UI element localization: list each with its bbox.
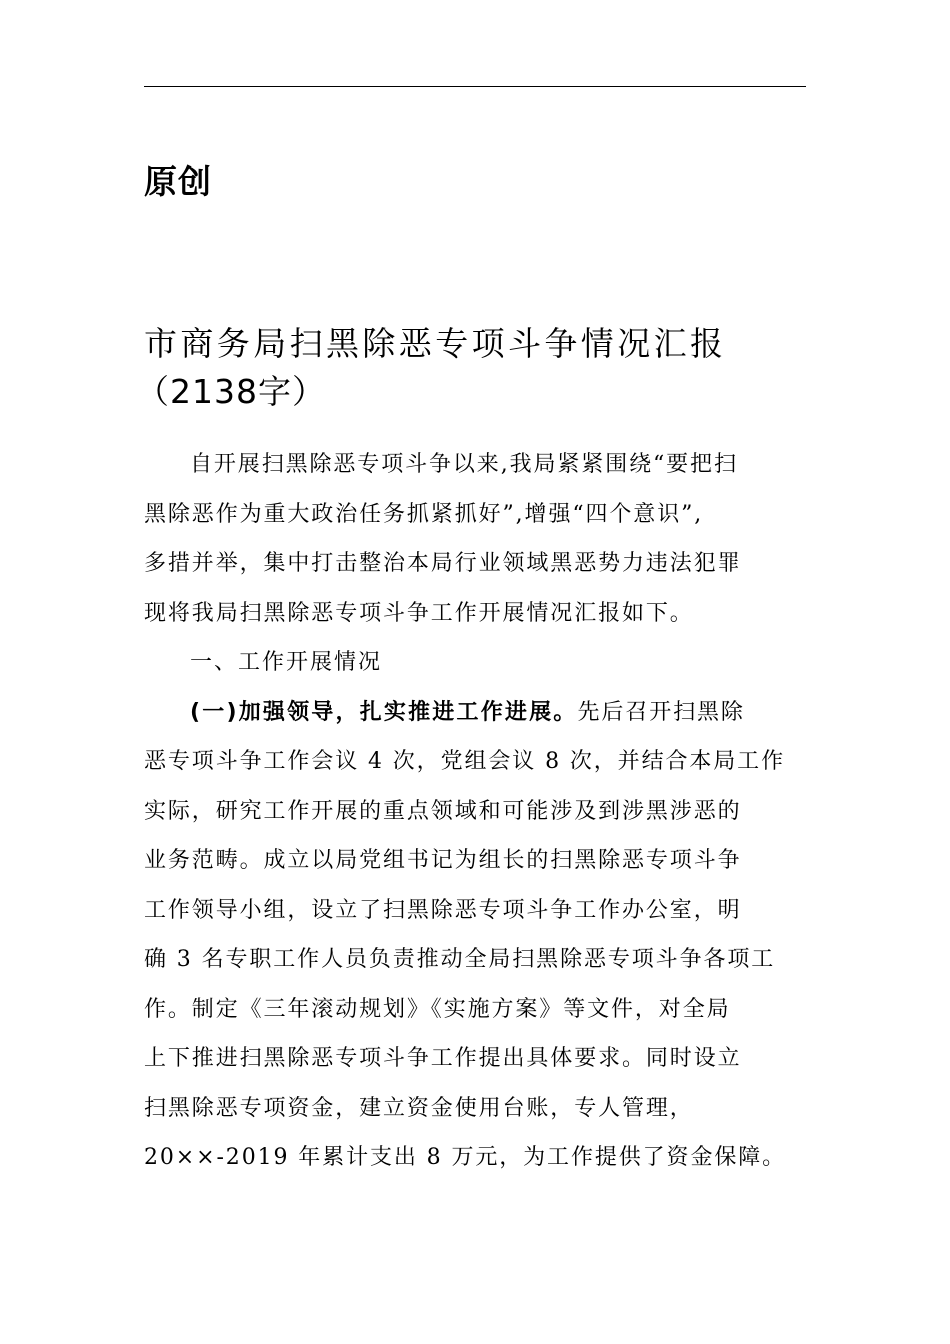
document-title [136,320,814,416]
header-rule [144,86,806,87]
item1-line-10: 20××-2019 年累计支出 8 万元，为工作提供了资金保障。 [144,1145,787,1170]
item1-line-8: 上下推进扫黑除恶专项斗争工作提出具体要求。同时设立 [144,1046,742,1071]
section-heading-1: 一、工作开展情况 [190,650,383,675]
title-line-2: （2138字） [136,372,326,411]
item1-line-6: 确 3 名专职工作人员负责推动全局扫黑除恶专项斗争各项工 [144,947,776,972]
item1-line-9: 扫黑除恶专项资金，建立资金使用台账，专人管理， [144,1095,694,1121]
original-label: 原创 [144,162,212,201]
item1-line-2: 恶专项斗争工作会议 4 次，党组会议 8 次，并结合本局工作 [144,749,785,774]
intro-line-1: 自开展扫黑除恶专项斗争以来,我局紧紧围绕“要把扫 [190,452,738,477]
document-body [144,440,814,1183]
item1-line-5: 工作领导小组，设立了扫黑除恶专项斗争工作办公室，明 [144,897,742,923]
item1-first-line [144,688,814,738]
item1-line-7: 作。制定《三年滚动规划》《实施方案》等文件，对全局 [144,996,731,1022]
item1-lead: (一)加强领导，扎实推进工作进展。 [190,699,578,725]
intro-line-2: 黑除恶作为重大政治任务抓紧抓好”,增强“四个意识”, [144,501,704,527]
intro-line-4: 现将我局扫黑除恶专项斗争工作开展情况汇报如下。 [144,600,694,626]
item1-line-3: 实际，研究工作开展的重点领域和可能涉及到涉黑涉恶的 [144,798,742,824]
item1-line-4: 业务范畴。成立以局党组书记为组长的扫黑除恶专项斗争 [144,848,742,873]
intro-line-3: 多措并举，集中打击整治本局行业领域黑恶势力违法犯罪 [144,551,742,576]
title-line-1: 市商务局扫黑除恶专项斗争情况汇报 [144,324,727,363]
item1-lead-rest: 先后召开扫黑除 [577,699,745,725]
